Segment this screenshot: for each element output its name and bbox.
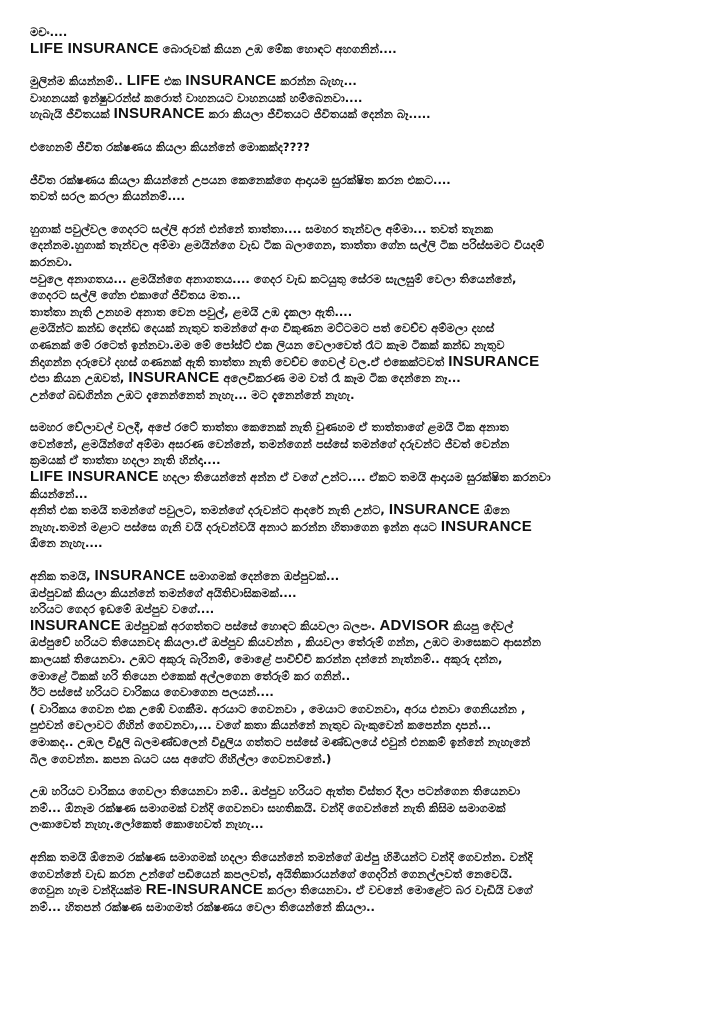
text-segment: ගෙදරට සල්ලි ගේන එකාගේ ජීවිතය මත... [30,288,241,303]
text-line [30,866,702,883]
text-segment: කරා කියලා ජීවිතයට ජීවිතයක් දෙන්න බෑ..... [204,107,431,122]
text-segment: ජීවිත රක්ෂණය කියලා කියන්නේ උපයන කෙනෙක්ගෙ ආදායම සුරක්ෂිත කරන එකට.... [30,172,451,187]
text-line [30,419,702,436]
text-line [30,221,702,238]
text-segment: මුලින්ම කියන්නම්.. [30,74,127,89]
text-line [30,684,702,701]
text-line [30,188,702,205]
text-line [30,668,702,685]
paragraph [30,73,702,123]
text-line [30,486,702,503]
text-line [30,41,702,58]
text-line [30,568,702,585]
emphasis-term: LIFE [126,73,161,90]
text-segment: බොරුවක් කියන උඹ මේක හොඳට අහගනින්.... [158,41,397,56]
text-segment: මොකද.. උඹල විදුලි බලමණ්ඩලෙන් විදුලිය ගත්තට පස්සේ මණ්ඩලයේ එවුන් එනකම් ඉන්නේ නැහැනේ [30,734,531,749]
text-segment: පුළුවන් වෙලාවට ගිහින් ගෙවනවා,... වගේ කතා කියන්නේ නැතුව බැංකුවෙන් කපෙන්න දාපන්... [30,718,492,733]
text-line [30,849,702,866]
text-segment: අනික තමයි, [30,569,95,584]
emphasis-term: INSURANCE [94,568,186,585]
text-segment: ළමයින්ට කන්ඩ දෙන්ඩ දෙයක් නැතුව තමන්ගේ අංග විකුණන මට්ටමට පත් වෙච්ච අම්මලා දහස් [30,321,495,336]
text-line [30,287,702,304]
emphasis-term: INSURANCE [128,370,220,387]
paragraph [30,221,702,404]
text-segment: උන්ගේ බඩගින්න උඹට දැනෙන්නෙත් නැහැ... මට දැනෙන්නේ නැහැ. [30,387,355,402]
text-line [30,172,702,189]
text-line [30,271,702,288]
text-segment: ගෙවන්නේ වැඩ කරන උන්ගේ පඩියෙන් කපලවත්, අයිතිකාරයන්ගේ ගෙදරින් ගෙනල්ලවත් නෙවෙයි. [30,866,513,881]
text-line [30,618,702,635]
text-line [30,519,702,536]
paragraph [30,568,702,767]
text-segment: ඕනෙ නැහැ.... [30,536,103,551]
text-line [30,106,702,123]
text-segment: අනිත් එක තමයි තමන්ගේ පවුලට, තමන්ගේ දරුවන්ට ආදරේ නැති උන්ට, [30,503,389,518]
emphasis-term: INSURANCE [30,617,121,634]
emphasis-term: INSURANCE [185,73,277,90]
text-line [30,254,702,271]
text-line [30,387,702,404]
text-line [30,452,702,469]
text-segment: ගණනක් මේ රටෙත් ඉන්නවා.මම මේ පෝස්ට් එක ලියන වෙලාවෙත් රෑට කෑම ටිකක් කන්ඩ නැතුව [30,337,505,352]
text-line [30,354,702,371]
text-segment: හදලා තියෙන්නේ අන්න ඒ වගේ උන්ට.... ඒකට තමයි ආදායම සුරක්ෂිත කරනවා [158,470,551,485]
text-segment: කරලා තියෙනවා. ඒ වචනේ මොළේට බර වැඩියි වගේ [263,883,533,898]
text-segment: එක [160,74,186,89]
text-line [30,899,702,916]
text-segment: නම්... හිතපන් රක්ෂණ සමාගමත් රක්ෂණය වෙලා තියෙන්නේ කියලා.. [30,899,375,914]
text-segment: දෙන්නම.හුගාක් තැන්වල අම්මා ළමයින්ගෙ වැඩ ටික බලාගෙන, තාත්තා ගේන සල්ලි ටික පරිස්සමට වියදම් [30,238,545,253]
text-segment: සමහර වේලාවල් වලදී, අපේ රටේ තාත්තා කෙනෙක් නැති වුණහම ඒ තාත්තාගේ ළමයි ටික අනාත [30,420,509,435]
text-segment: කියපු දේවල් [449,618,514,633]
text-line [30,734,702,751]
emphasis-term: INSURANCE [440,518,532,535]
text-segment: සමාගමක් දෙන්නෙ ඔප්පුවක්... [185,569,340,584]
paragraph [30,849,702,915]
text-segment: නිදාගන්න දරුවෝ දහස් ගණනක් ඇති තාත්තා නැති වෙච්ච ගෙවල් වල.ඒ එකෙක්ටවත් [30,354,449,369]
text-line [30,337,702,354]
emphasis-term: INSURANCE [388,502,480,519]
text-line [30,535,702,552]
text-segment: එපා කියන උඹවත්, [30,371,129,386]
text-segment: ලංකාවෙත් නැහැ.ලෝකෙත් කොහෙවත් නැහැ... [30,817,264,832]
text-line [30,751,702,768]
text-segment: පවුලෙ අනාගතය... ළමයින්ගෙ අනාගතය.... ගෙදර වැඩ කටයුතු සේරම සැලසුම් වෙලා තියෙන්නේ, [30,271,517,286]
text-segment: ( වාරිකය ගෙවන එක උඹේ වගකීම. අරයාට ගෙවනවා , මෙයාට ගෙවනවා, අරය එනවා ගෙනියන්න , [30,701,526,716]
text-segment: තාත්තා නැති උනහම අනාත වෙන පවුල්, ළමයි උඹ දැකලා ඇති.... [30,304,353,319]
text-line [30,800,702,817]
text-line [30,24,702,41]
text-segment: බිල ගෙවන්න. කපන බයට යස අගේට ගිහිල්ලා ගෙවනවනේ.) [30,751,332,766]
text-segment: ඔප්පුවක් අරගත්තට පස්සේ හොඳට කියවලා බලපං. [120,618,380,633]
emphasis-term: LIFE INSURANCE [30,469,159,486]
text-line [30,717,702,734]
text-segment: ඔප්පුවේ හරියට තියෙනවද කියලා.ඒ ඔප්පුව කියවන්න , කියවලා තේරුම් ගන්න, උඹට මාසෙකට ආසන්න [30,635,542,650]
text-segment: මචං.... [30,25,68,39]
paragraph [30,783,702,833]
text-line [30,304,702,321]
text-line [30,585,702,602]
text-line [30,601,702,618]
text-segment: නම්... ඕනෑම රක්ෂණ සමාගමක් වන්දි ගෙවනවා සහතිකයි. වන්දි ගෙවන්නේ නැති කිසිම සමාගමක් [30,800,506,815]
text-segment: අලෙවිකරණ මම වත් රෑ කෑම ටික දෙන්නෙ නෑ... [219,371,461,386]
emphasis-term: LIFE INSURANCE [30,40,159,57]
text-line [30,139,702,156]
text-line [30,701,702,718]
emphasis-term: RE-INSURANCE [145,882,264,899]
text-segment: ක්‍රමයක් ඒ තාත්තා හදලා නැති හින්දා.... [30,453,221,468]
text-segment: වාහනයක් ඉන්ෂුවරන්ස් කරොත් වාහනයට වාහනයක් හම්බෙනවා.... [30,90,363,105]
text-segment: ඕනෙ [479,503,510,518]
text-segment: කරනවා. [30,254,73,269]
text-line [30,634,702,651]
text-segment: කාලයක් තියෙනවා. උඹට අකුරු බැරිනම්, මොළේ පාවිච්චි කරන්න දන්නේ නැත්නම්.. අකුරු දන්න, [30,652,503,666]
text-line [30,502,702,519]
text-line [30,370,702,387]
text-segment: කියන්නේ... [30,486,88,501]
paragraph [30,172,702,205]
text-segment: එහෙනම් ජීවිත රක්ෂණය කියලා කියන්නේ මොකක්ද???? [30,139,310,154]
text-line [30,436,702,453]
paragraph [30,419,702,552]
text-segment: ඔප්පුවක් කියලා කියන්නේ තමන්ගේ අයිතිවාසිකමක්.... [30,585,297,600]
text-line [30,90,702,107]
paragraph [30,24,702,57]
text-segment: වෙන්නේ, ළමයින්ගේ අම්මා අසරණ වෙන්නේ, තමන්ගෙන් පස්සේ තමන්ගේ දරුවන්ට ජීවත් වෙන්න [30,436,510,451]
emphasis-term: INSURANCE [113,106,205,123]
emphasis-term: ADVISOR [379,617,450,634]
text-segment: ඊට පස්සේ හරියට වාරිකය ගෙවාගෙන පලයන්.... [30,685,274,700]
text-line [30,320,702,337]
text-line [30,882,702,899]
text-segment: නැහැ.තමන් මළාට පස්සෙ ගැනි වයි දරුවන්වයි අනාථ කරන්න හිතාගෙන ඉන්න අයට [30,519,441,534]
text-line [30,783,702,800]
text-segment: මොළේ ටිකක් හරි තියෙන එකෙක් අල්ලගෙන තේරුම් කර ගනින්.. [30,668,351,683]
text-line [30,651,702,668]
emphasis-term: INSURANCE [448,353,540,370]
text-segment: හැබැයි ජීවිතයක් [30,107,114,122]
text-line [30,237,702,254]
text-segment: අනික තමයි ඕනෙම රක්ෂණ සමාගමක් හදලා තියෙන්නේ තමන්ගේ ඔප්පු හිමියන්ට වන්දි ගෙවන්න. වන්දි [30,849,533,864]
paragraph [30,139,702,156]
text-line [30,469,702,486]
text-line [30,73,702,90]
text-segment: හරියට ගෙදර ඉඩමේ ඔප්පුව වගේ.... [30,602,215,617]
text-segment: තවත් සරල කරලා කියන්නම්.... [30,189,186,204]
text-segment: උඹ හරියට වාරිකය ගෙවලා තියෙනවා නම්.. ඔප්පුව හරියට ඇත්ත විස්තර දීලා පටන්ගෙන තියෙනවා [30,784,521,799]
text-line [30,816,702,833]
text-segment: හුගාක් පවුල්වල ගෙදරට සල්ලි අරන් එන්නේ තාත්තා.... සමහර තැන්වල අම්මා... තවත් තැනක [30,221,494,236]
text-segment: ගෙවුන හැම වන්දියක්ම [30,883,146,898]
text-segment: කරන්න බැහැ... [276,74,357,89]
